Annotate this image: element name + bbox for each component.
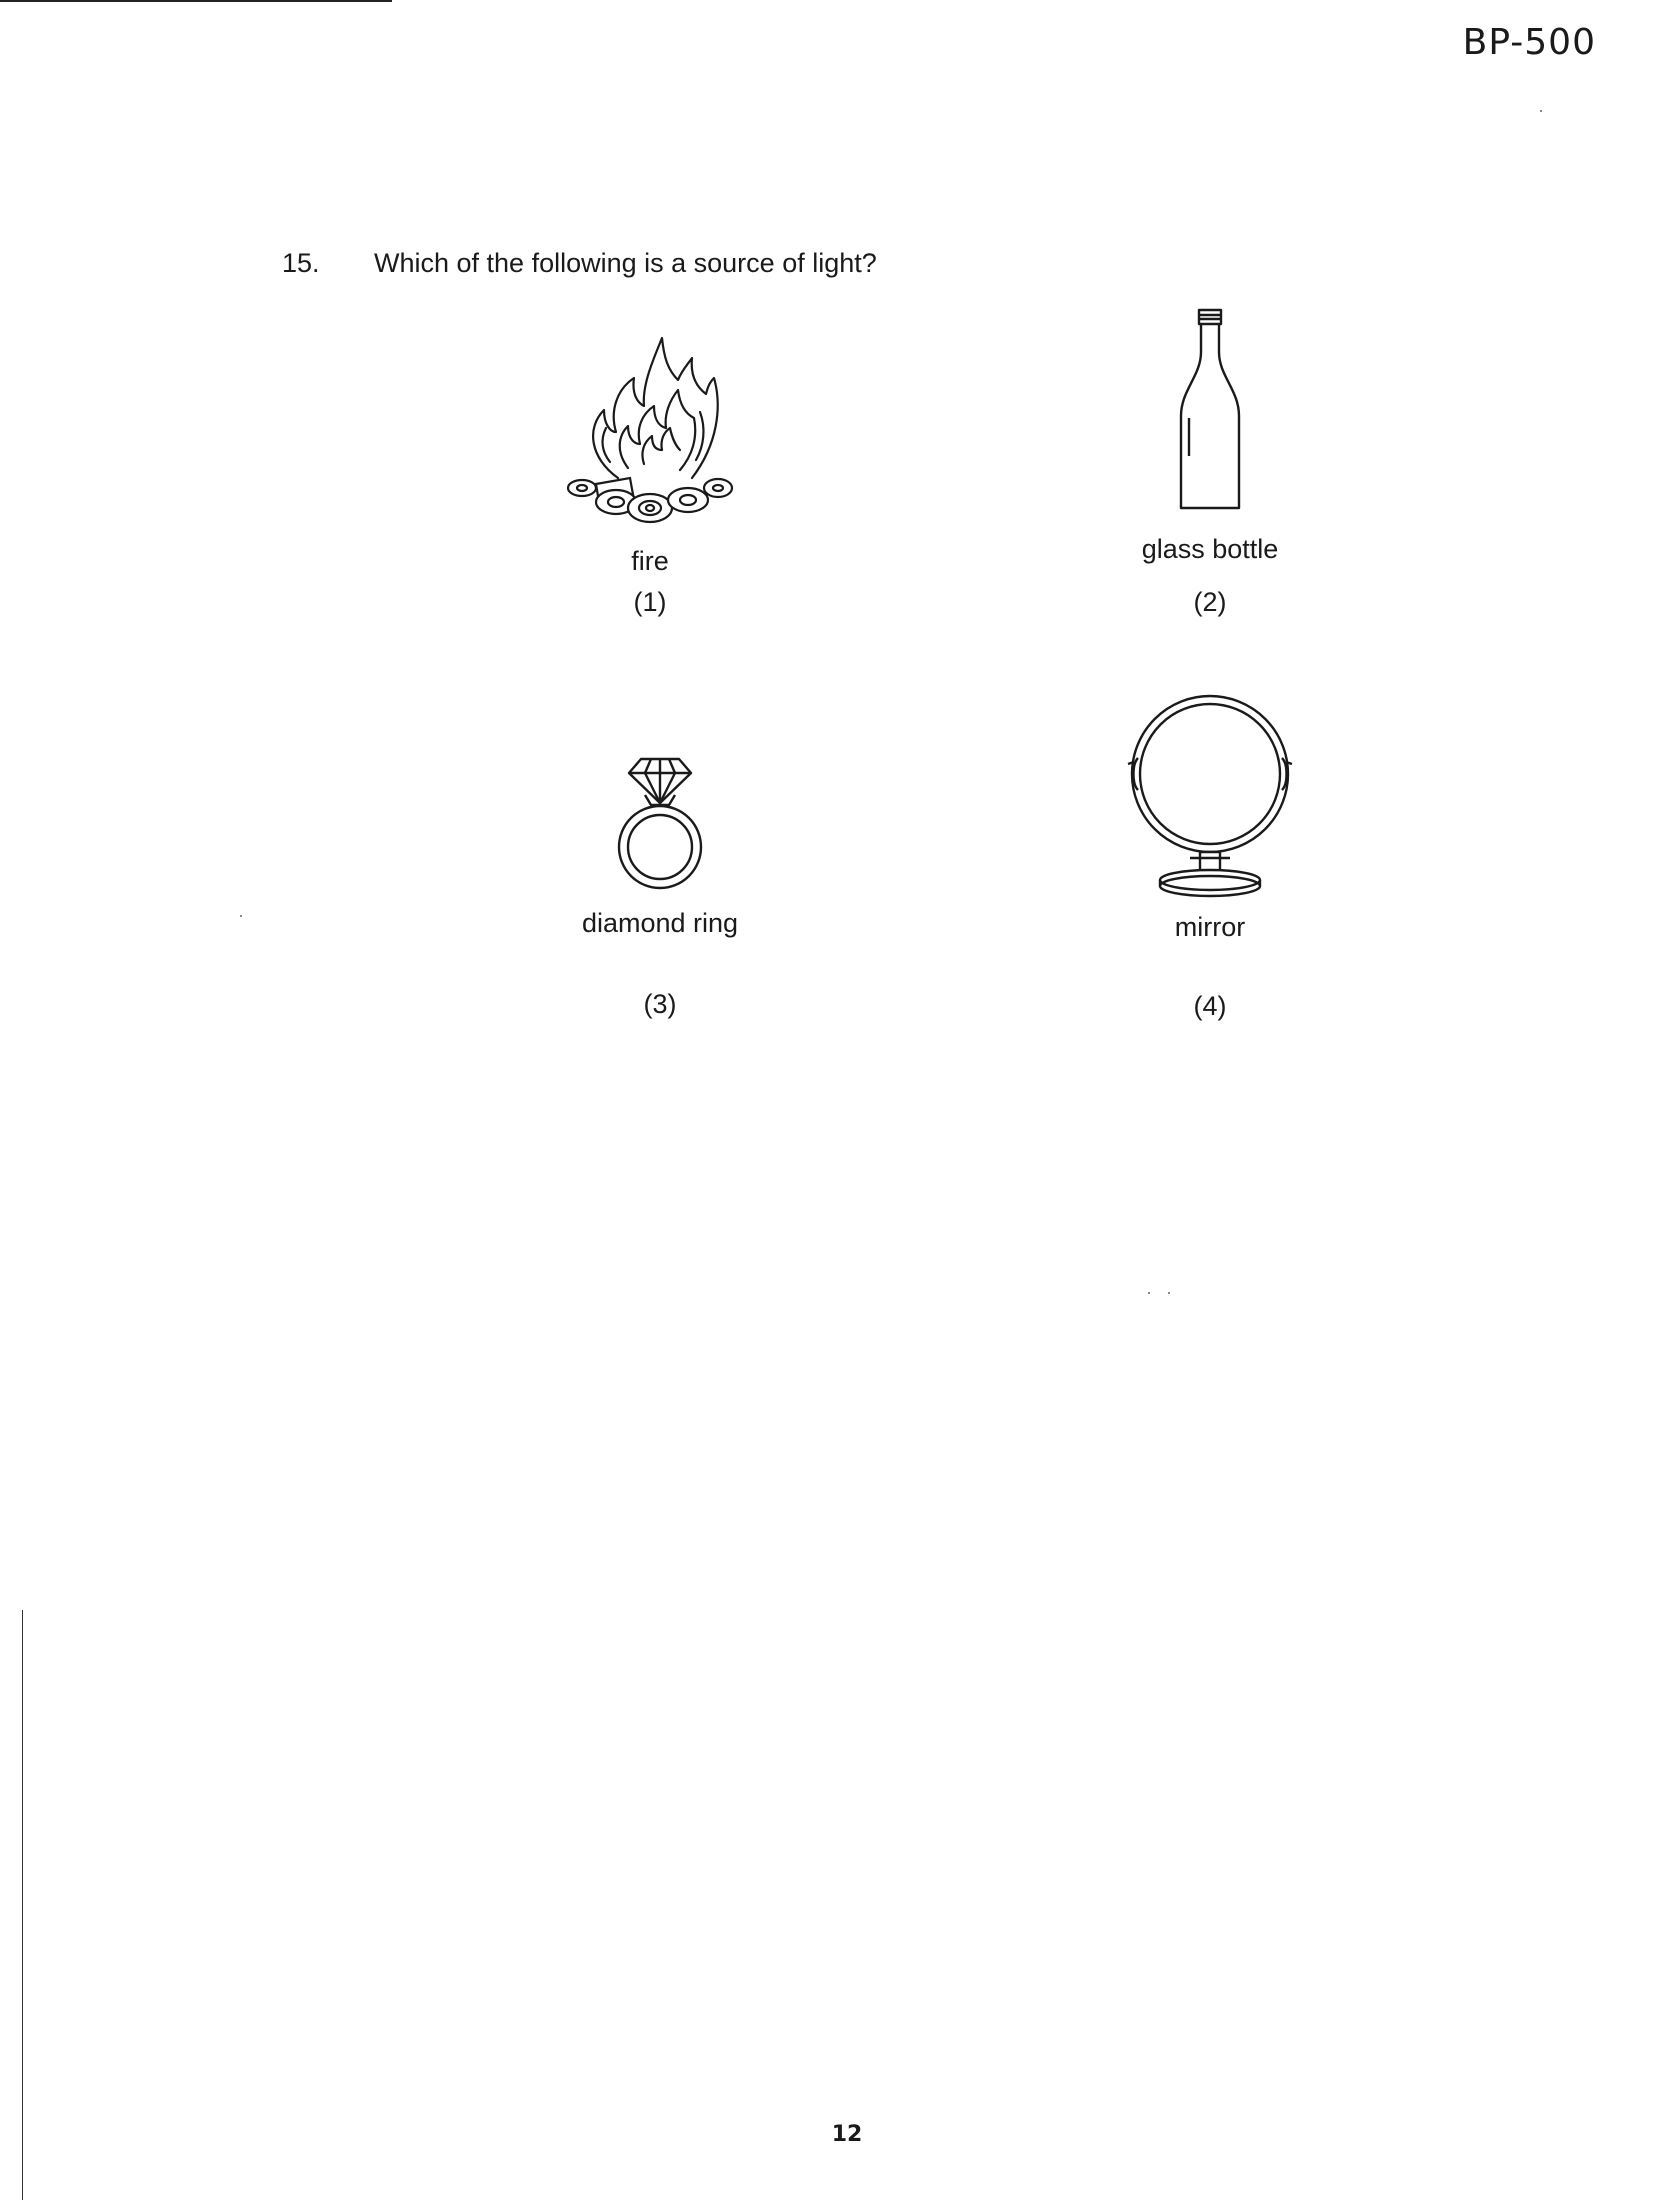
option-fire[interactable] bbox=[560, 328, 740, 618]
scan-speck bbox=[1168, 1292, 1170, 1294]
scan-speck bbox=[240, 915, 242, 917]
fire-icon bbox=[560, 328, 740, 528]
left-margin-rule bbox=[22, 1610, 23, 2200]
option-glass-bottle[interactable] bbox=[1100, 306, 1320, 618]
scan-speck bbox=[1540, 110, 1542, 112]
question bbox=[282, 248, 877, 279]
bottle-icon bbox=[1165, 306, 1255, 516]
option-number: (3) bbox=[643, 989, 677, 1019]
option-diamond-ring[interactable] bbox=[560, 755, 760, 1020]
option-number: (1) bbox=[633, 587, 667, 617]
question-number: 15. bbox=[282, 248, 320, 278]
top-rule bbox=[0, 0, 392, 2]
option-number: (2) bbox=[1193, 587, 1227, 617]
scan-speck bbox=[1148, 1292, 1150, 1294]
option-number: (4) bbox=[1193, 991, 1227, 1021]
mirror-icon bbox=[1110, 688, 1310, 898]
option-label: fire bbox=[631, 546, 669, 576]
diamond-ring-icon bbox=[605, 755, 715, 890]
question-text: Which of the following is a source of light? bbox=[374, 248, 877, 278]
option-label: glass bottle bbox=[1141, 534, 1279, 564]
option-mirror[interactable] bbox=[1100, 688, 1320, 1022]
option-label: diamond ring bbox=[581, 908, 739, 938]
page-number: 12 bbox=[831, 2122, 863, 2147]
paper-code: BP-500 bbox=[1462, 22, 1596, 63]
option-label: mirror bbox=[1174, 912, 1246, 942]
